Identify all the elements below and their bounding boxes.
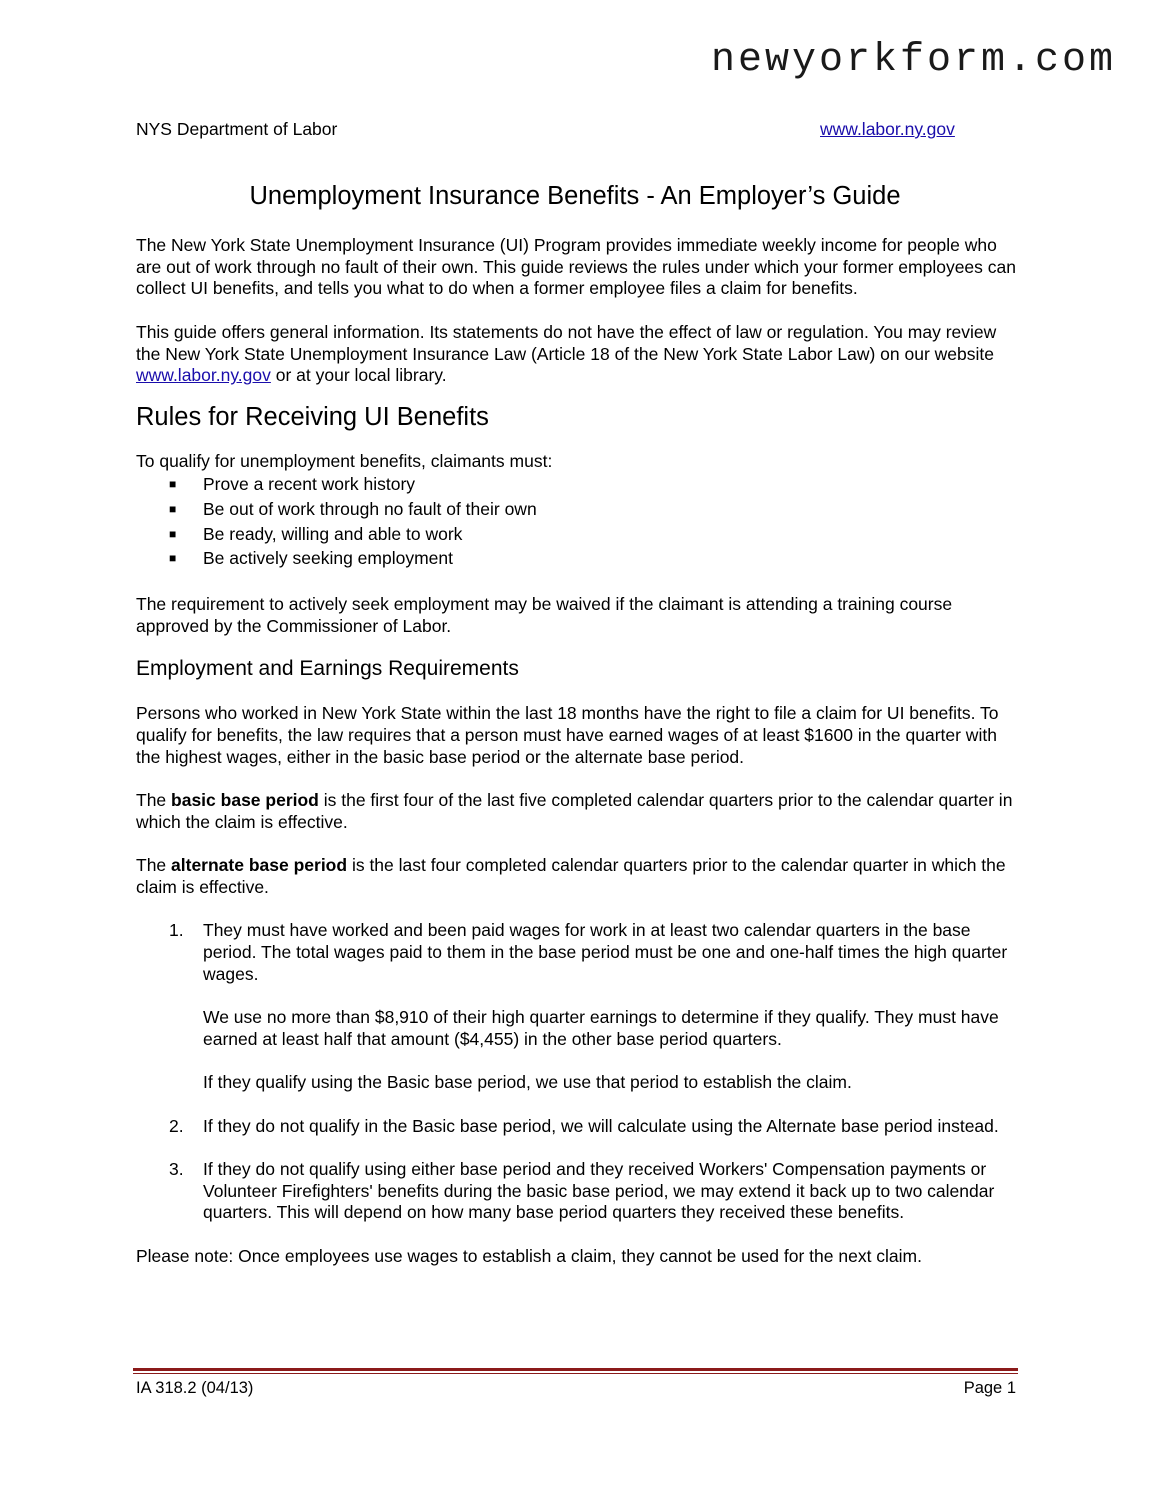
intro-p2-tail: or at your local library. <box>270 365 447 386</box>
footer-rule-thick <box>133 1368 1018 1371</box>
bullet-text: Prove a recent work history <box>203 474 416 495</box>
item-number: 1. <box>169 920 184 941</box>
please-note: Please note: Once employees use wages to establish a claim, they cannot be used for the next claim. <box>136 1245 922 1266</box>
intro-paragraph-2 <box>136 322 1021 387</box>
watermark: newyorkform.com <box>710 38 1116 83</box>
page-number: Page 1 <box>963 1379 1016 1397</box>
basic-base-period-paragraph <box>136 790 1021 833</box>
item-paragraph: They must have worked and been paid wages for work in at least two calendar quarters in the base period. The total wages paid to them in the base period must be one and one-half times the high quarter wages. <box>203 920 1008 984</box>
form-id: IA 318.2 (04/13) <box>136 1379 254 1397</box>
employment-paragraph: Persons who worked in New York State within the last 18 months have the right to file a claim for UI benefits. To qualify for benefits, the law requires that a person must have earned wages of at least $1600 in the quarter with the highest wages, either in the basic base period or the alternate base period. <box>136 703 999 767</box>
bullet-marker: ■ <box>169 551 177 566</box>
item-paragraph: If they do not qualify using either base period and they received Workers' Compensation payments or Volunteer Firefighters' benefits during the basic base period, we may extend it back up to two calendar quarters. This will depend on how many base period quarters they received these benefits. <box>203 1158 995 1223</box>
list-item <box>136 920 1021 1094</box>
department-name: NYS Department of Labor <box>136 119 338 139</box>
bullet-marker: ■ <box>169 526 177 541</box>
header-website-link[interactable]: www.labor.ny.gov <box>820 119 955 139</box>
bullet-marker: ■ <box>169 502 177 517</box>
alternate-base-period-term: alternate base period <box>171 855 348 876</box>
requirements-list <box>136 472 1021 571</box>
rules-heading: Rules for Receiving UI Benefits <box>136 402 489 431</box>
rules-lead: To qualify for unemployment benefits, claimants must: <box>136 450 553 471</box>
basic-rest: is the first four of the last five completed calendar quarters prior to the calendar quarter in which the claim is effective. <box>136 790 1013 832</box>
bullet-text: Be out of work through no fault of their own <box>203 499 537 520</box>
alt-prefix: The <box>136 855 172 876</box>
alternate-base-period-paragraph <box>136 855 1021 898</box>
employment-heading: Employment and Earnings Requirements <box>136 656 519 680</box>
bullet-text: Be ready, willing and able to work <box>203 523 463 544</box>
footer-rule-thin <box>133 1373 1018 1374</box>
item-paragraph: We use no more than $8,910 of their high quarter earnings to determine if they qualify. They must have earned at least half that amount ($4,455) in the other base period quarters. <box>203 1007 999 1049</box>
basic-base-period-term: basic base period <box>171 790 319 811</box>
list-item <box>136 1159 1021 1224</box>
page-title: Unemployment Insurance Benefits - An Employer’s Guide <box>249 182 901 210</box>
list-item <box>136 497 1021 522</box>
item-number: 2. <box>169 1115 184 1136</box>
bullet-text: Be actively seeking employment <box>203 548 453 569</box>
document-body <box>136 235 1021 1267</box>
intro-paragraph-1: The New York State Unemployment Insurance (UI) Program provides immediate weekly income for people who are out of work through no fault of their own. This guide reviews the rules under which your former employees can collect UI benefits, and tells you what to do when a former employee files a claim for benefits. <box>136 235 1016 299</box>
item-paragraph: If they qualify using the Basic base period, we use that period to establish the claim. <box>203 1072 852 1093</box>
item-paragraph: If they do not qualify in the Basic base period, we will calculate using the Alternate base period instead. <box>203 1115 999 1136</box>
list-item <box>136 522 1021 547</box>
basic-prefix: The <box>136 790 172 811</box>
body-website-link[interactable]: www.labor.ny.gov <box>136 365 271 386</box>
list-item <box>136 1116 1021 1138</box>
intro-p2-text: This guide offers general information. Its statements do not have the effect of law or regulation. You may review the New York State Unemployment Insurance Law (Article 18 of the New York State Labor Law) on our website <box>136 321 997 364</box>
waiver-paragraph: The requirement to actively seek employment may be waived if the claimant is attending a training course approved by the Commissioner of Labor. <box>136 594 953 636</box>
numbered-list <box>136 920 1021 1224</box>
bullet-marker: ■ <box>169 477 177 492</box>
list-item <box>136 472 1021 497</box>
item-number: 3. <box>169 1158 184 1179</box>
alt-rest: is the last four completed calendar quarters prior to the calendar quarter in which the claim is effective. <box>136 855 1006 897</box>
list-item <box>136 546 1021 571</box>
